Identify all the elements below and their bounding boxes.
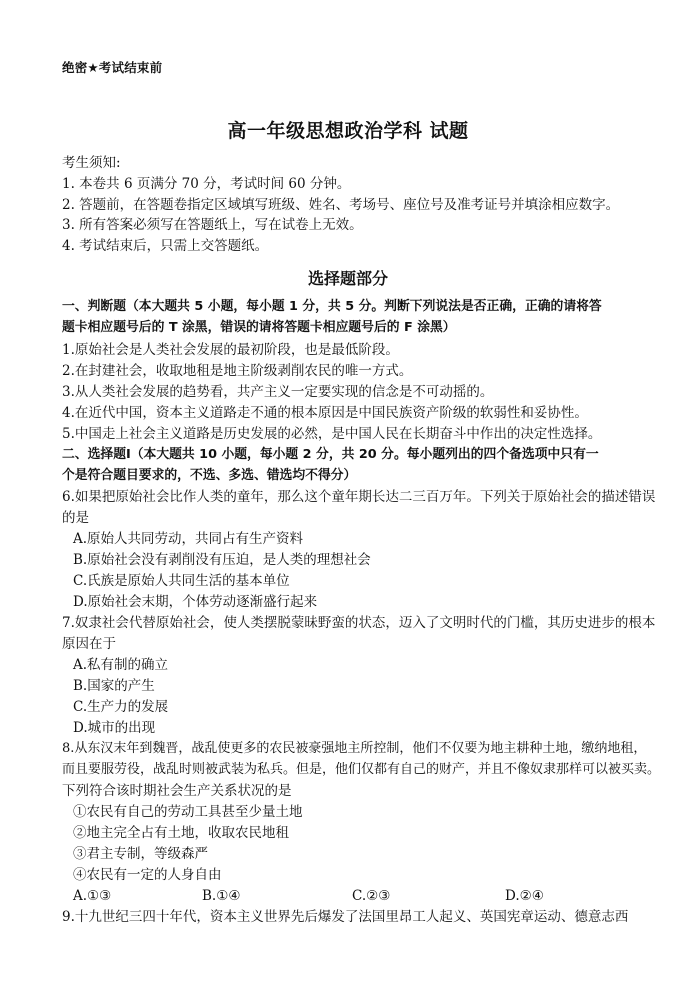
option: C.氏族是原始人共同生活的基本单位 <box>73 573 290 589</box>
option: D.②④ <box>505 888 544 904</box>
statement: ③君主专制，等级森严 <box>73 846 208 862</box>
part1-heading: 题卡相应题号后的 T 涂黑，错误的请将答题卡相应题号后的 F 涂黑） <box>62 320 456 335</box>
question-stem: 原因在于 <box>62 636 116 652</box>
question-stem: 而且要服劳役，战乱时则被武装为私兵。但是，他们仅都有自己的财产，并且不像奴隶那样可以被买卖。 <box>62 762 661 777</box>
option: D.原始社会末期，个体劳动逐渐盛行起来 <box>73 594 318 610</box>
page-title: 高一年级思想政治学科 试题 <box>227 120 469 142</box>
option: D.城市的出现 <box>73 720 156 736</box>
judgement-question: 1.原始社会是人类社会发展的最初阶段，也是最低阶段。 <box>62 342 399 358</box>
question-stem: 的是 <box>62 510 89 526</box>
judgement-question: 4.在近代中国，资本主义道路走不通的根本原因是中国民族资产阶级的软弱性和妥协性。 <box>62 405 588 421</box>
notice-heading: 考生须知: <box>62 155 121 171</box>
question-stem: 9.十九世纪三四十年代，资本主义世界先后爆发了法国里昂工人起义、英国宪章运动、德意志西 <box>62 909 629 925</box>
option: A.私有制的确立 <box>73 657 169 673</box>
option: B.国家的产生 <box>73 678 155 694</box>
option: A.①③ <box>73 888 112 904</box>
judgement-question: 2.在封建社会，收取地租是地主阶级剥削农民的唯一方式。 <box>62 363 413 379</box>
statement: ④农民有一定的人身自由 <box>73 867 222 883</box>
notice-item: 2. 答题前，在答题卷指定区域填写班级、姓名、考场号、座位号及准考证号并填涂相应数字。 <box>62 197 620 213</box>
part1-heading: 一、判断题（本大题共 5 小题，每小题 1 分，共 5 分。判断下列说法是否正确，正确的请将答 <box>62 299 602 314</box>
judgement-question: 5.中国走上社会主义道路是历史发展的必然，是中国人民在长期奋斗中作出的决定性选择。 <box>62 426 602 442</box>
notice-item: 4. 考试结束后，只需上交答题纸。 <box>62 238 269 254</box>
option: B.①④ <box>202 888 241 904</box>
option: A.原始人共同劳动，共同占有生产资料 <box>73 531 304 547</box>
notice-item: 1. 本卷共 6 页满分 70 分，考试时间 60 分钟。 <box>62 176 351 192</box>
part2-heading: 个是符合题目要求的，不选、多选、错选均不得分） <box>62 468 357 483</box>
question-stem: 下列符合该时期社会生产关系状况的是 <box>62 783 292 799</box>
question-stem: 6.如果把原始社会比作人类的童年，那么这个童年期长达二三百万年。下列关于原始社会的描述错误 <box>62 489 656 505</box>
option: B.原始社会没有剥削没有压迫，是人类的理想社会 <box>73 552 371 568</box>
confidential-mark: 绝密★考试结束前 <box>62 60 163 75</box>
statement: ①农民有自己的劳动工具甚至少量土地 <box>73 804 303 820</box>
section-title: 选择题部分 <box>307 269 388 288</box>
question-stem: 7.奴隶社会代替原始社会，使人类摆脱蒙昧野蛮的状态，迈入了文明时代的门槛，其历史进步的根本 <box>62 615 656 631</box>
notice-item: 3. 所有答案必须写在答题纸上，写在试卷上无效。 <box>62 217 363 233</box>
part2-heading: 二、选择题Ⅰ（本大题共 10 小题，每小题 2 分，共 20 分。每小题列出的四个备选项中只有一 <box>62 447 599 462</box>
judgement-question: 3.从人类社会发展的趋势看，共产主义一定要实现的信念是不可动摇的。 <box>62 384 494 400</box>
question-stem: 8.从东汉末年到魏晋，战乱使更多的农民被豪强地主所控制，他们不仅要为地主耕种土地，缴纳地租， <box>62 741 647 756</box>
option: C.②③ <box>352 888 391 904</box>
option: C.生产力的发展 <box>73 699 169 715</box>
statement: ②地主完全占有土地，收取农民地租 <box>73 825 289 841</box>
